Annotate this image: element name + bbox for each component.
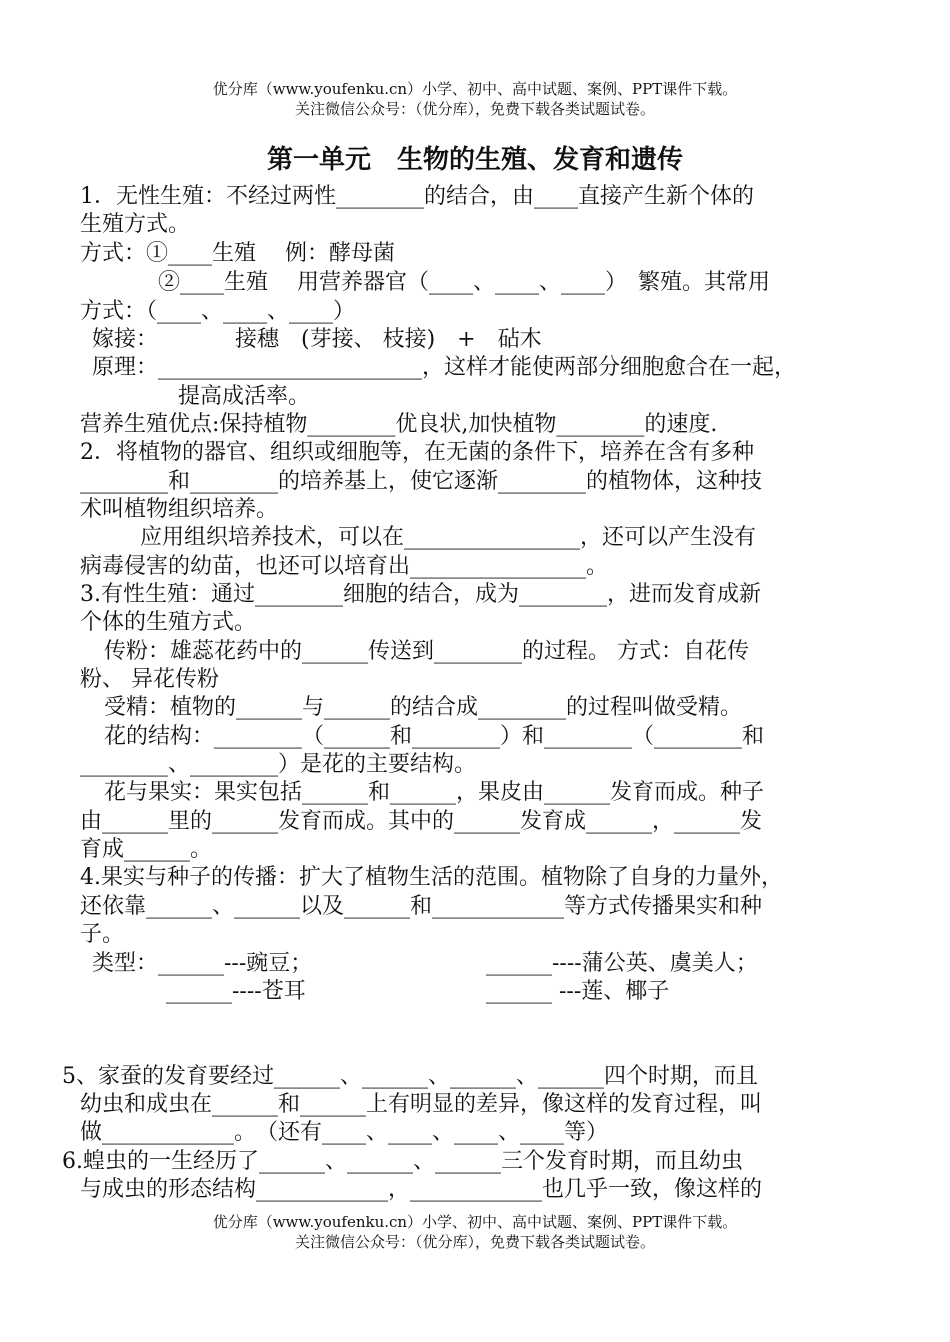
text-line: 还依靠______、______以及______和____________等方式传播果实和种 (80, 894, 763, 919)
text-line: 方式：①____生殖 例：酵母菌 (80, 241, 395, 266)
page-title: 第一单元 生物的生殖、发育和遗传 (266, 145, 683, 175)
text-line: 幼虫和成虫在______和______上有明显的差异，像这样的发育过程，叫 (80, 1092, 763, 1117)
text-line: 3.有性生殖：通过________细胞的结合，成为________，进而发育成新 (80, 582, 761, 607)
text-line: ______----苍耳 (166, 979, 306, 1004)
text-line: 方式：（____、____、____） (80, 299, 356, 324)
text-line: 4.果实与种子的传播：扩大了植物生活的范围。植物除了自身的力量外， (80, 865, 783, 890)
text-line: 与成虫的形态结构____________，____________也几乎一致，像这样的 (80, 1177, 763, 1202)
text-line: ______ ---莲、椰子 (486, 979, 670, 1004)
header-line-2: 关注微信公众号：（优分库），免费下载各类试题试卷。 (294, 100, 655, 118)
text-line: 粉、 异花传粉 (80, 667, 219, 692)
footer-line-2: 关注微信公众号：（优分库），免费下载各类试题试卷。 (294, 1233, 655, 1251)
text-line: 6.蝗虫的一生经历了______、______、______三个发育时期，而且幼虫 (62, 1149, 743, 1174)
text-line: 应用组织培养技术，可以在________________，还可以产生没有 (140, 525, 757, 550)
text-line: 由______里的______发育而成。其中的______发育成______，______发 (80, 809, 763, 834)
text-line: 原理：________________________，这样才能使两部分细胞愈合在一起， (92, 355, 797, 380)
text-line: 个体的生殖方式。 (80, 610, 257, 635)
text-line: 术叫植物组织培养。 (80, 497, 279, 522)
text-line: 子。 (80, 922, 125, 947)
text-line: 育成______。 (80, 837, 213, 862)
header-line-1: 优分库（www.youfenku.cn）小学、初中、高中试题、案例、PPT课件下载。 (212, 80, 738, 98)
text-line: ________和________的培养基上，使它逐渐________的植物体，这种技 (80, 469, 763, 494)
text-line: 病毒侵害的幼苗，也还可以培育出________________。 (80, 554, 609, 579)
text-line: 类型：______---豌豆； (92, 951, 313, 976)
text-line: ②____生殖 用营养器官（____、____、____） 繁殖。其常用 (158, 270, 770, 295)
text-line: ______----蒲公英、虞美人； (486, 951, 758, 976)
text-line: 生殖方式。 (80, 212, 191, 237)
text-line: 1．无性生殖：不经过两性________的结合，由____直接产生新个体的 (80, 184, 754, 209)
text-line: ________、________）是花的主要结构。 (80, 752, 477, 777)
text-line: 传粉：雄蕊花药中的______传送到________的过程。 方式：自花传 (104, 639, 749, 664)
text-line: 营养生殖优点:保持植物________优良状,加快植物________的速度. (80, 412, 718, 437)
footer-line-1: 优分库（www.youfenku.cn）小学、初中、高中试题、案例、PPT课件下载。 (212, 1213, 738, 1231)
text-line: 提高成活率。 (178, 384, 311, 409)
text-line: 5、家蚕的发育要经过______、______、______、______四个时期，而且 (62, 1064, 758, 1089)
text-line: 受精：植物的______与______的结合成________的过程叫做受精。 (104, 695, 743, 720)
text-line: 嫁接： 接穗 (芽接、 枝接) + 砧木 (92, 327, 542, 352)
text-line: 2．将植物的器官、组织或细胞等，在无菌的条件下，培养在含有多种 (80, 440, 754, 465)
text-line: 花与果实：果实包括______和______，果皮由______发育而成。种子 (104, 780, 765, 805)
text-line: 花的结构：________（______和________）和________（________和 (104, 724, 765, 749)
text-line: 做____________。 （还有____、____、____、____等） (80, 1120, 609, 1145)
